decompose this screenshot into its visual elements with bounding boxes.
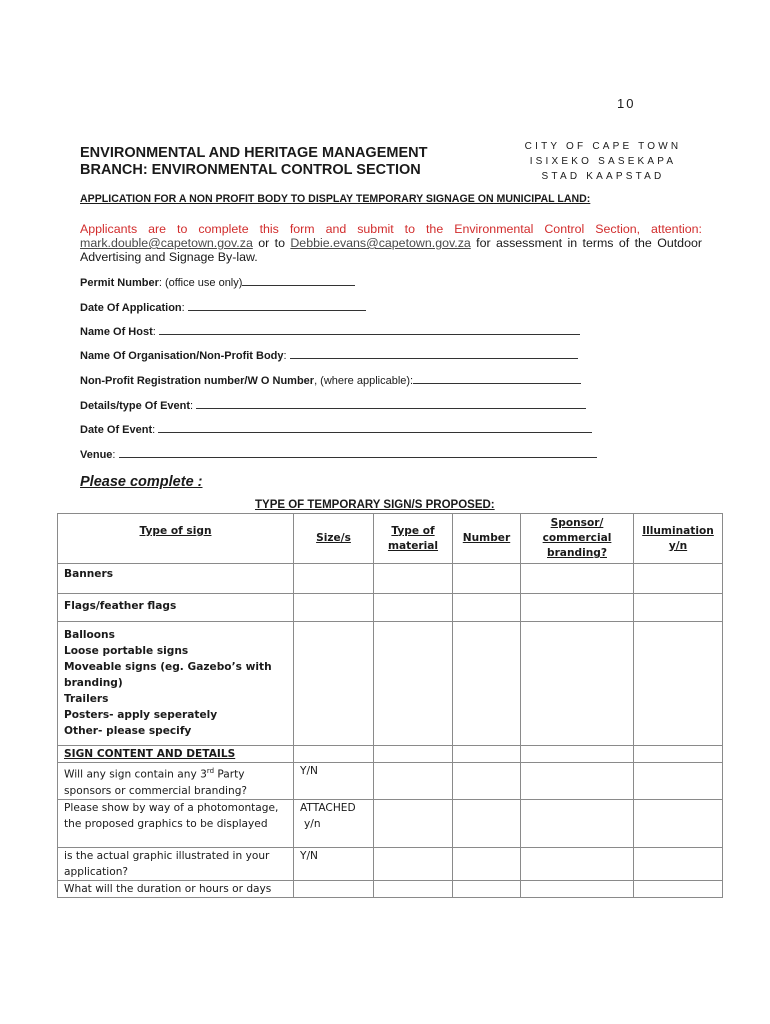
sign-type-trailers: Trailers [64,693,109,705]
sign-content-heading: SIGN CONTENT AND DETAILS [58,746,294,763]
permit-number-input[interactable] [242,275,355,286]
row-label-banners: Banners [58,564,294,594]
field-permit-number [80,275,355,289]
registration-number-input[interactable] [413,373,581,384]
field-note: : (office use only) [158,277,243,289]
field-label: Date Of Event [80,424,153,436]
flags-size-cell[interactable] [294,594,374,622]
event-details-input[interactable] [196,398,586,409]
field-organisation-name [80,348,578,362]
table-row [58,746,723,763]
field-label: Name Of Host [80,326,153,338]
instructions-red-text: Applicants are to complete this form and submit to the Environmental Control Section, attention: [80,222,702,236]
answer-photomontage[interactable] [294,799,374,847]
row-label-other-sign-types [58,622,294,746]
please-complete-heading: Please complete : [80,474,203,490]
field-label: Venue [80,449,113,461]
date-of-event-input[interactable] [158,422,592,433]
field-note: : [190,400,194,412]
table-row [58,622,723,746]
header-sponsor-branding: Sponsor/ commercial branding? [521,514,634,564]
banners-sponsor-cell[interactable] [521,564,634,594]
field-date-of-application [80,300,366,314]
field-date-of-event [80,422,592,436]
banners-illumination-cell[interactable] [634,564,723,594]
answer-graphic-illustrated[interactable]: Y/N [294,847,374,880]
department-title [80,145,427,179]
organisation-name-input[interactable] [290,348,578,359]
field-note: : [152,424,156,436]
flags-illumination-cell[interactable] [634,594,723,622]
other-size-cell[interactable] [294,622,374,746]
sign-type-balloons: Balloons [64,629,115,641]
table-row [58,880,723,897]
other-illumination-cell[interactable] [634,622,723,746]
sign-type-loose-portable: Loose portable signs [64,645,189,657]
city-name-english: CITY OF CAPE TOWN [524,141,682,152]
other-number-cell[interactable] [453,622,521,746]
city-name-block [523,139,683,184]
field-label: Date Of Application [80,302,182,314]
venue-input[interactable] [119,447,597,458]
field-note: , (where applicable): [314,375,414,387]
header-number: Number [453,514,521,564]
flags-sponsor-cell[interactable] [521,594,634,622]
table-row [58,594,723,622]
question-third-party-branding: Will any sign contain any 3rd Party sponsors or commercial branding? [58,763,294,800]
sign-type-moveable: Moveable signs (eg. Gazebo’s with branding) [64,661,272,689]
banners-size-cell[interactable] [294,564,374,594]
header-type-of-sign: Type of sign [58,514,294,564]
sign-types-table [57,513,723,898]
question-photomontage: Please show by way of a photomontage, the proposed graphics to be displayed [58,799,294,847]
field-venue [80,447,597,461]
city-name-afrikaans: STAD KAAPSTAD [541,171,665,182]
other-material-cell[interactable] [374,622,453,746]
field-label: Permit Number [80,277,159,289]
instructions-or: or to [258,236,285,250]
field-name-of-host [80,324,580,338]
question-graphic-illustrated: is the actual graphic illustrated in your application? [58,847,294,880]
instructions-tail: for assessment in terms of the Outdoor Advertising and Signage By-law. [80,236,702,264]
table-row [58,847,723,880]
application-heading: APPLICATION FOR A NON PROFIT BODY TO DISPLAY TEMPORARY SIGNAGE ON MUNICIPAL LAND: [80,193,591,205]
field-label: Non-Profit Registration number/W O Number [80,375,315,387]
field-note: : [112,449,116,461]
header-type-of-material: Type of material [374,514,453,564]
field-registration-number [80,373,581,387]
name-of-host-input[interactable] [159,324,580,335]
field-note: : [283,350,287,362]
answer-duration[interactable] [294,880,374,897]
sign-type-other: Other- please specify [64,725,192,737]
answer-yn-label: y/n [304,817,321,830]
email-link-mark[interactable]: mark.double@capetown.gov.za [80,236,253,250]
flags-number-cell[interactable] [453,594,521,622]
date-of-application-input[interactable] [188,300,366,311]
table-header-row [58,514,723,564]
field-label: Details/type Of Event [80,400,191,412]
banners-number-cell[interactable] [453,564,521,594]
email-link-debbie[interactable]: Debbie.evans@capetown.gov.za [290,236,471,250]
city-name-xhosa: ISIXEKO SASEKAPA [529,156,677,167]
banners-material-cell[interactable] [374,564,453,594]
answer-attached-label: ATTACHED [300,801,356,814]
field-note: : [152,326,156,338]
department-title-line1: ENVIRONMENTAL AND HERITAGE MANAGEMENT [80,145,428,161]
department-title-line2: BRANCH: ENVIRONMENTAL CONTROL SECTION [80,162,421,178]
sign-types-heading: TYPE OF TEMPORARY SIGN/S PROPOSED: [255,499,495,511]
sign-type-posters: Posters- apply seperately [64,709,218,721]
answer-third-party-branding[interactable]: Y/N [294,763,374,800]
table-row [58,799,723,847]
table-row [58,564,723,594]
field-label: Name Of Organisation/Non-Profit Body [80,350,284,362]
field-note: : [181,302,185,314]
header-illumination: Illumination y/n [634,514,723,564]
question-duration: What will the duration or hours or days [58,880,294,897]
header-sizes: Size/s [294,514,374,564]
other-sponsor-cell[interactable] [521,622,634,746]
instructions-paragraph [80,222,702,264]
field-event-details [80,398,586,412]
row-label-flags: Flags/feather flags [58,594,294,622]
flags-material-cell[interactable] [374,594,453,622]
page-number: 10 [617,96,636,111]
table-row [58,763,723,800]
